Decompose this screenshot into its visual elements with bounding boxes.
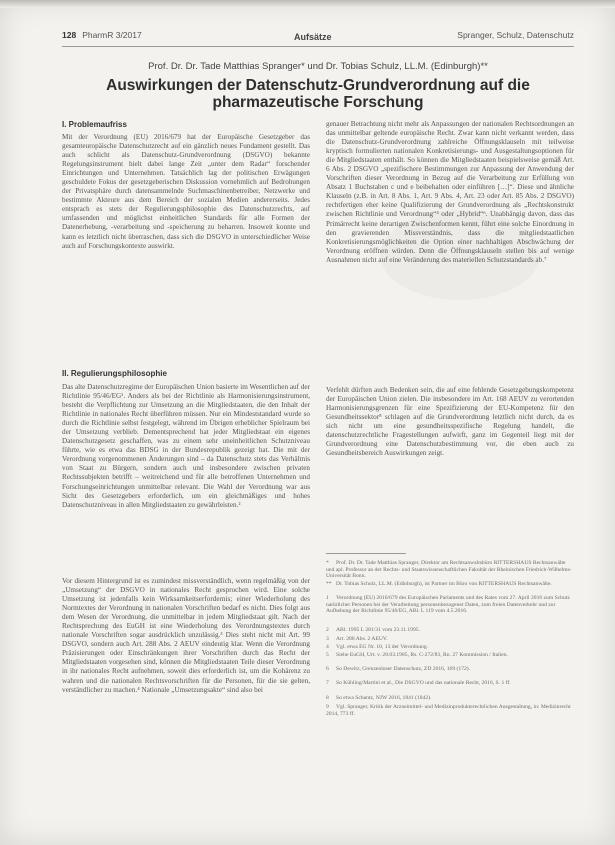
title-line-1: Auswirkungen der Datenschutz-Grundverordnung auf die <box>106 77 530 94</box>
right-paragraph-1: genauer Betrachtung nicht mehr als Anpassungen der nationalen Rechtsordnungen an das unmittelbar geltende europäische Recht. Zwar kann nicht verkannt werden, dass die Datenschutz-Grundverordnung zahlreiche Öffnungsklauseln mit teilweise kryptisch formulierten nationalen Konkretisierungs- und Ausgestaltungsoptionen für die Mitgliedstaaten enthält. So können die Mitgliedstaaten beispielsweise gemäß Art. 6 Abs. 2 DSGVO „spezifischere Bestimmungen zur Anpassung der Anwendung der Vorschriften dieser Verordnung in Bezug auf die Verarbeitung zur Erfüllung von Absatz 1 Buchstaben c und e beibehalten oder einführen […]“. Diese und ähnliche Klauseln (z.B. in Art. 8 Abs. 1, Art. 9 Abs. 4, Art. 23 oder Art. 85 Abs. 2 DSGVO) rechtfertigen eher keine Qualifizierung der Grundverordnung als „Rechtskonstrukt zwischen Richtlinie und Verordnung“⁵ oder „Hybrid“⁶. Unabhängig davon, dass das Primärrecht keine derartigen Zwischenformen kennt, führt eine solche Einordnung in den gravierenden Missverständnis, dass die mitgliedstaatlichen Konkretisierungsmöglichkeiten die Option einer nachhaltigen Abschwächung der Verordnung eröffnen würden. Denn die Öffnungsklauseln stellen bis auf wenige Ausnahmen nicht auf eine Veränderung des materiellen Schutzstandards ab.⁷ <box>326 120 574 264</box>
footnote <box>326 581 574 594</box>
running-authors: Spranger, Schulz, Datenschutz <box>457 30 574 40</box>
title-line-2: pharmazeutische Forschung <box>212 94 424 111</box>
footnote <box>326 560 574 580</box>
header-left <box>62 30 142 40</box>
footnote-rule <box>326 553 406 554</box>
footnote <box>326 695 574 703</box>
running-header <box>62 30 574 44</box>
footnote-number: 8 <box>326 695 329 701</box>
footnote <box>326 595 574 625</box>
footnote <box>326 666 574 679</box>
footnote-text: Verordnung (EU) 2016/679 des Europäischen Parlaments und des Rates vom 27. April 2016 zum Schutz natürlicher Personen bei der Verarbeitung personenbezogener Daten, zum freien Datenverkehr und zur Aufhebung der Richtlinie 95/46/EG, ABl. L 119 vom 4.5.2016. <box>326 595 570 615</box>
footnote-number: 1 <box>326 595 329 601</box>
footnote <box>326 636 574 644</box>
footnote-number: * <box>326 560 329 566</box>
footnote-number: 7 <box>326 680 329 686</box>
section-1-paragraph: Mit der Verordnung (EU) 2016/679 hat der Europäische Gesetzgeber das gesamteuropäische Datenschutzrecht auf ein gänzlich neues Fundament gestellt. Das auch schlicht als Datenschutz-Grundverordnung (DSGVO) bekannte Regelungsinstrument hielt dabei lange Zeit „unter dem Radar“ forschender Einrichtungen und Unternehmen. Tatsächlich lag der politischen Erwägungen geschuldete Fokus der gesetzgeberischen Diskussion vornehmlich auf Bedrohungen der Privatsphäre durch datensammelnde Suchmaschinenbetreiber, Netzwerke und bestimmte Akteure aus dem Bereich der sozialen Medien andererseits. Jedes entsprach es stets der Regulierungsphilosophie des Datenschutzrechts, auf umfassenden und möglichst einheitlichen Standards für alle Formen der Datenerhebung, -verarbeitung und -speicherung zu beharren. Insoweit konnte und kann es letztlich nicht überraschen, dass sich die DSGVO in unterschiedlicher Weise auch auf Forschungskontexte auswirkt. <box>62 133 310 250</box>
footnote-text: Dr. Tobias Schulz, LL.M. (Edinburgh), ist Partner im Büro von RITTERSHAUS Rechtsanwälte. <box>336 581 552 587</box>
footnote-number: 2 <box>326 627 329 633</box>
footnote <box>326 704 574 724</box>
footnote-number: 6 <box>326 666 329 672</box>
header-rule <box>62 46 574 47</box>
footnote-text: Siehe EuGH, Urt. v. 28.03.1985, Rs. C-272/83, Rn. 27 Kommission / Italien. <box>336 652 508 658</box>
footnote <box>326 680 574 694</box>
footnote <box>326 627 574 635</box>
article-authors: Prof. Dr. Dr. Tade Matthias Spranger* und Dr. Tobias Schulz, LL.M. (Edinburgh)** <box>148 61 488 72</box>
right-paragraph-2: Verfehlt dürften auch Bedenken sein, die auf eine fehlende Gesetzgebungskompetenz der Europäischen Union zielen. Die insbesondere im Art. 168 AEUV zu verortenden Harmonisierungsgrenzen für eine Spezifizierung der EU-Kompetenz für den Gesundheitssektor⁸ schlagen auf die Grundverordnung letztlich nicht durch, da es sich nicht um eine gesundheitsspezifische Regelung handelt, die datenschutzrechtliche Fragestellungen aufwirft, ganz im Gegenteil liegt mit der Grundverordnung eine Datenschutzbestimmung vor, die eben auch zu Gesundheitsbereich Auswirkungen zeigt. <box>326 386 574 458</box>
footnote-number: ** <box>326 581 332 587</box>
article-title <box>62 77 574 111</box>
footnote-number: 9 <box>326 704 329 710</box>
section-2-paragraph-2: Vor diesem Hintergrund ist es zumindest missverständlich, wenn regelmäßig von der „Umsetzung“ der DSGVO in nationales Recht gesprochen wird. Eine solche Umsetzung ist jedenfalls kein Wirksamkeitserfordernis; einer Wiederholung des Normtextes der Verordnung in nationalen Vorschriften bedarf es nicht. Dies folgt aus dem Wesen der Verordnung, die unmittelbar in jedem Mitgliedstaat gilt. Nach der Rechtsprechung des EuGH ist eine Wiederholung des Verordnungstextes durch nationale Vorschriften sogar ausdrücklich unzulässig.³ Dies steht nicht mit Art. 99 DSGVO, sondern auch Art. 288 Abs. 2 AEUV eindeutig klar. Wenn die Verordnung Präzisierungen oder Einschränkungen ihrer Vorschriften durch das Recht der Mitgliedstaaten vorgesehen sind, können die Mitgliedstaaten Teile dieser Verordnung in ihr nationales Recht aufnehmen, soweit dies erforderlich ist, um die Kohärenz zu wahren und die nationalen Rechtsvorschriften für die Personen, für die sie gelten, verständlicher zu machen.⁴ Nationale „Umsetzungsakte“ sind also bei <box>62 577 310 694</box>
footnote-text: So etwa Schantz, NJW 2016, 1841 (1842). <box>336 695 432 701</box>
section-1-heading: I. Problemaufriss <box>62 120 127 129</box>
footnote-text: Vgl. Spranger, Kritik der Arzneimittel- und Medizinprodukterechtlichen Ausgestaltung, in: Medizinrecht 2014, 773 ff. <box>326 704 571 717</box>
scan-edge <box>0 0 615 8</box>
footnote <box>326 652 574 665</box>
section-label: Aufsätze <box>294 32 332 42</box>
footnote <box>326 644 574 652</box>
footnote-text: Prof. Dr. Dr. Tade Matthias Spranger, Direktor am Rechtsanwaltsbüro RITTERSHAUS Rechtsanwälte und apl. Professor an der Rechts- und Staatswissenschaftlichen Fakultät der Rheinischen Friedrich-Wilhelms-Universität Bonn. <box>326 560 572 580</box>
footnote-number: 4 <box>326 644 329 650</box>
footnote-number: 5 <box>326 652 329 658</box>
footnote-text: So Kühling/Martini et al., Die DSGVO und das nationale Recht, 2016, S. 1 ff. <box>336 680 511 686</box>
footnote-text: Vgl. etwa EG Nr. 10, 13 der Verordnung. <box>336 644 429 650</box>
journal-name: PharmR 3/2017 <box>82 30 142 40</box>
footnote-number: 3 <box>326 636 329 642</box>
section-2-heading: II. Regulierungsphilosophie <box>62 369 167 378</box>
footnote-text: Art. 288 Abs. 2 AEUV. <box>336 636 388 642</box>
page-number: 128 <box>62 30 77 40</box>
section-2-paragraph-1: Das alte Datenschutzregime der Europäischen Union basierte im Wesentlichen auf der Richtlinie 95/46/EG¹. Anders als bei der Richtlinie als Harmonisierungsinstrument, besteht die Verpflichtung zur Umsetzung an die Mitgliedstaaten, die den Inhalt der Richtlinie in nationales Recht überführen müssen. Nur ein Mindeststandard wurde so durch die Richtlinie selbst festgelegt, während im Übrigen erheblicher Spielraum bei der Umsetzung verblieb. Dementsprechend hat jeder Mitgliedstaat ein eigenes Datenschutzgesetz geschaffen, was zu einem sehr uneinheitlichen Schutzniveau führte, wie es etwa das BDSG in der Bundesrepublik gezeigt hat. Die mit der Verordnung vorgenommenen Änderungen sind – da Datenschutz stets das Verhältnis von Staat zu Bürgern, sondern auch und insbesondere zwischen privaten Rechtssubjekten betrifft – weitreichend und für alle betroffenen Unternehmen und Forschungseinrichtungen unmittelbar relevant. Die Wahl der Verordnung war aus Sicht des Gesetzgebers erforderlich, um ein gleichmäßiges und hohes Datenschutzniveau in allen Mitgliedstaaten zu gewährleisten.² <box>62 383 310 509</box>
footnote-text: ABl. 1995 L 281/31 vom 23.11.1995. <box>336 627 420 633</box>
footnote-text: So Dewitz, Grenzenloser Datenschutz, ZD 2016, 169 (172). <box>336 666 471 672</box>
